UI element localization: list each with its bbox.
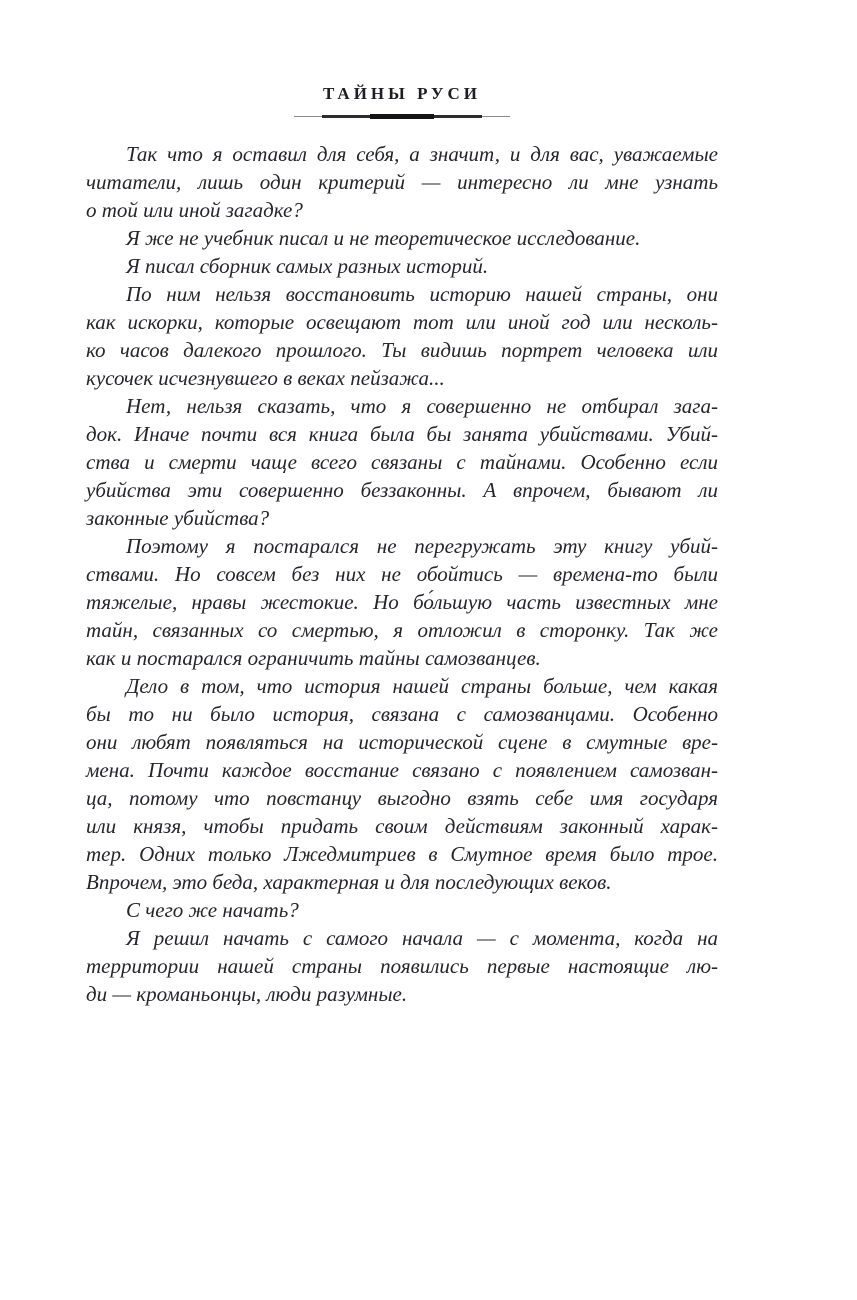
text-line: Дело в том, что история нашей страны больше, чем какая <box>126 674 718 698</box>
text-line: тяжелые, нравы жестокие. Но бо́льшую часть известных мне <box>86 590 718 614</box>
text-line: Я писал сборник самых разных историй. <box>126 254 489 278</box>
text-line: ца, потому что повстанцу выгодно взять себе имя государя <box>86 786 718 810</box>
text-line: ди — кроманьонцы, люди разумные. <box>86 982 408 1006</box>
text-line: о той или иной загадке? <box>86 198 303 222</box>
text-line: как и постарался ограничить тайны самозванцев. <box>86 646 541 670</box>
text-line: Я же не учебник писал и не теоретическое исследование. <box>126 226 641 250</box>
text-line: убийства эти совершенно беззаконны. А впрочем, бывают ли <box>86 478 718 502</box>
text-line: кусочек исчезнувшего в веках пейзажа... <box>86 366 445 390</box>
text-line: или князя, чтобы придать своим действиям законный харак- <box>86 814 718 838</box>
paragraph <box>86 140 718 224</box>
text-line: как искорки, которые освещают тот или иной год или несколь- <box>86 310 718 334</box>
text-line: тайн, связанных со смертью, я отложил в сторонку. Так же <box>86 618 718 642</box>
text-line: Так что я оставил для себя, а значит, и для вас, уважаемые <box>126 142 718 166</box>
text-line: ствами. Но совсем без них не обойтись — времена-то были <box>86 562 718 586</box>
paragraph <box>86 252 718 280</box>
text-line: читатели, лишь один критерий — интересно ли мне узнать <box>86 170 718 194</box>
page-text <box>86 140 718 1008</box>
text-line: мена. Почти каждое восстание связано с появлением самозван- <box>86 758 718 782</box>
paragraph <box>86 672 718 896</box>
text-line: По ним нельзя восстановить историю нашей страны, они <box>126 282 718 306</box>
text-line: бы то ни было история, связана с самозванцами. Особенно <box>86 702 718 726</box>
text-line: Впрочем, это беда, характерная и для последующих веков. <box>86 870 612 894</box>
paragraph <box>86 224 718 252</box>
rule-thick-line <box>370 114 434 119</box>
running-head-title: ТАЙНЫ РУСИ <box>322 84 482 103</box>
paragraph <box>86 896 718 924</box>
text-line: док. Иначе почти вся книга была бы занята убийствами. Убий- <box>86 422 718 446</box>
text-line: законные убийства? <box>86 506 270 530</box>
text-line: С чего же начать? <box>126 898 299 922</box>
paragraph <box>86 280 718 392</box>
paragraph <box>86 532 718 672</box>
text-line: Нет, нельзя сказать, что я совершенно не отбирал зага- <box>126 394 718 418</box>
paragraph <box>86 392 718 532</box>
ornamental-rule <box>294 113 510 120</box>
text-line: ства и смерти чаще всего связаны с тайнами. Особенно если <box>86 450 718 474</box>
text-line: территории нашей страны появились первые настоящие лю- <box>86 954 718 978</box>
text-line: они любят появляться на исторической сцене в смутные вре- <box>86 730 718 754</box>
text-line: тер. Одних только Лжедмитриев в Смутное время было трое. <box>86 842 718 866</box>
text-line: Поэтому я постарался не перегружать эту книгу убий- <box>126 534 718 558</box>
text-line: ко часов далекого прошлого. Ты видишь портрет человека или <box>86 338 718 362</box>
paragraph <box>86 924 718 1008</box>
text-line: Я решил начать с самого начала — с момента, когда на <box>126 926 718 950</box>
